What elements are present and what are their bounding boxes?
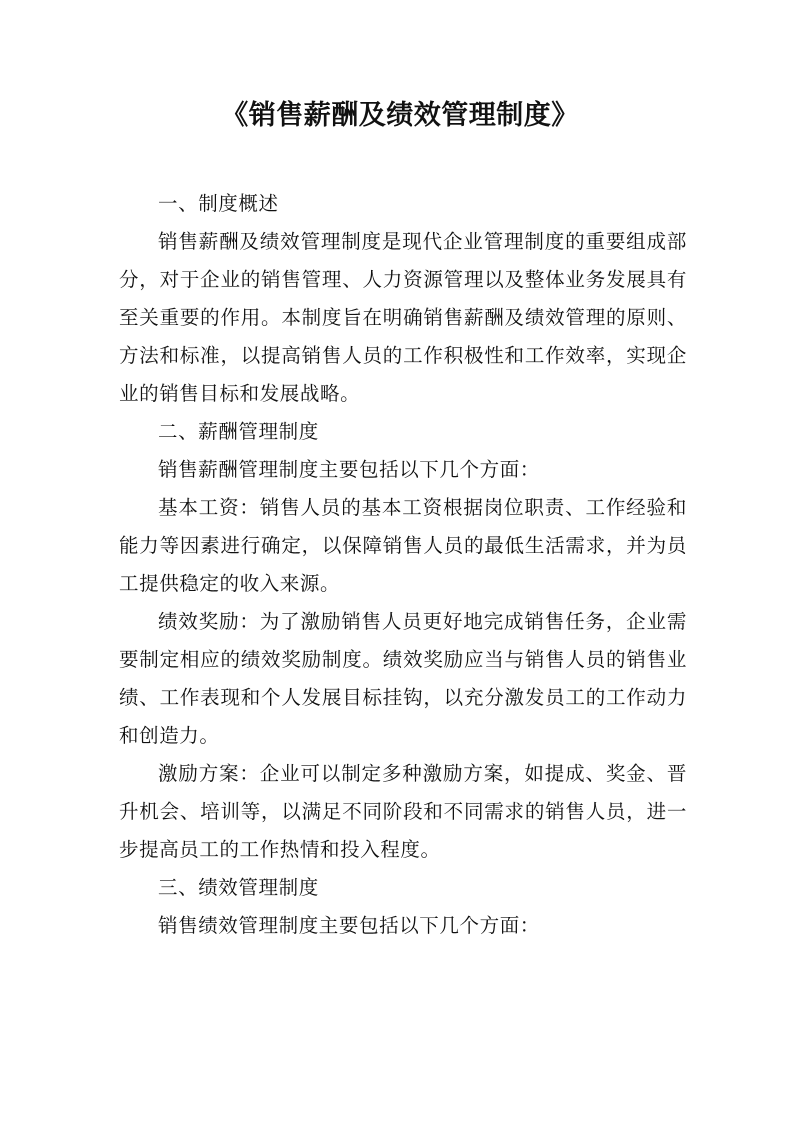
paragraph-incentive-plan: 激励方案：企业可以制定多种激励方案，如提成、奖金、晋升机会、培训等，以满足不同阶段和不同需求的销售人员，进一步提高员工的工作热情和投入程度。 bbox=[119, 762, 687, 861]
paragraph-base-salary: 基本工资：销售人员的基本工资根据岗位职责、工作经验和能力等因素进行确定，以保障销售人员的最低生活需求，并为员工提供稳定的收入来源。 bbox=[119, 496, 687, 595]
section-heading-performance: 三、绩效管理制度 bbox=[158, 876, 319, 899]
document-body bbox=[119, 185, 687, 945]
paragraph-overview: 销售薪酬及绩效管理制度是现代企业管理制度的重要组成部分，对于企业的销售管理、人力资源管理以及整体业务发展具有至关重要的作用。本制度旨在明确销售薪酬及绩效管理的原则、方法和标准，以提高销售人员的工作积极性和工作效率，实现企业的销售目标和发展战略。 bbox=[119, 230, 687, 405]
section-heading-salary: 二、薪酬管理制度 bbox=[158, 420, 319, 443]
paragraph-performance-bonus: 绩效奖励：为了激励销售人员更好地完成销售任务，企业需要制定相应的绩效奖励制度。绩效奖励应当与销售人员的销售业绩、工作表现和个人发展目标挂钩，以充分激发员工的工作动力和创造力。 bbox=[119, 610, 687, 747]
paragraph-performance-intro: 销售绩效管理制度主要包括以下几个方面： bbox=[158, 914, 540, 937]
section-heading-overview: 一、制度概述 bbox=[158, 192, 279, 215]
document-title: 《销售薪酬及绩效管理制度》 bbox=[221, 100, 579, 131]
paragraph-salary-intro: 销售薪酬管理制度主要包括以下几个方面： bbox=[158, 458, 540, 481]
